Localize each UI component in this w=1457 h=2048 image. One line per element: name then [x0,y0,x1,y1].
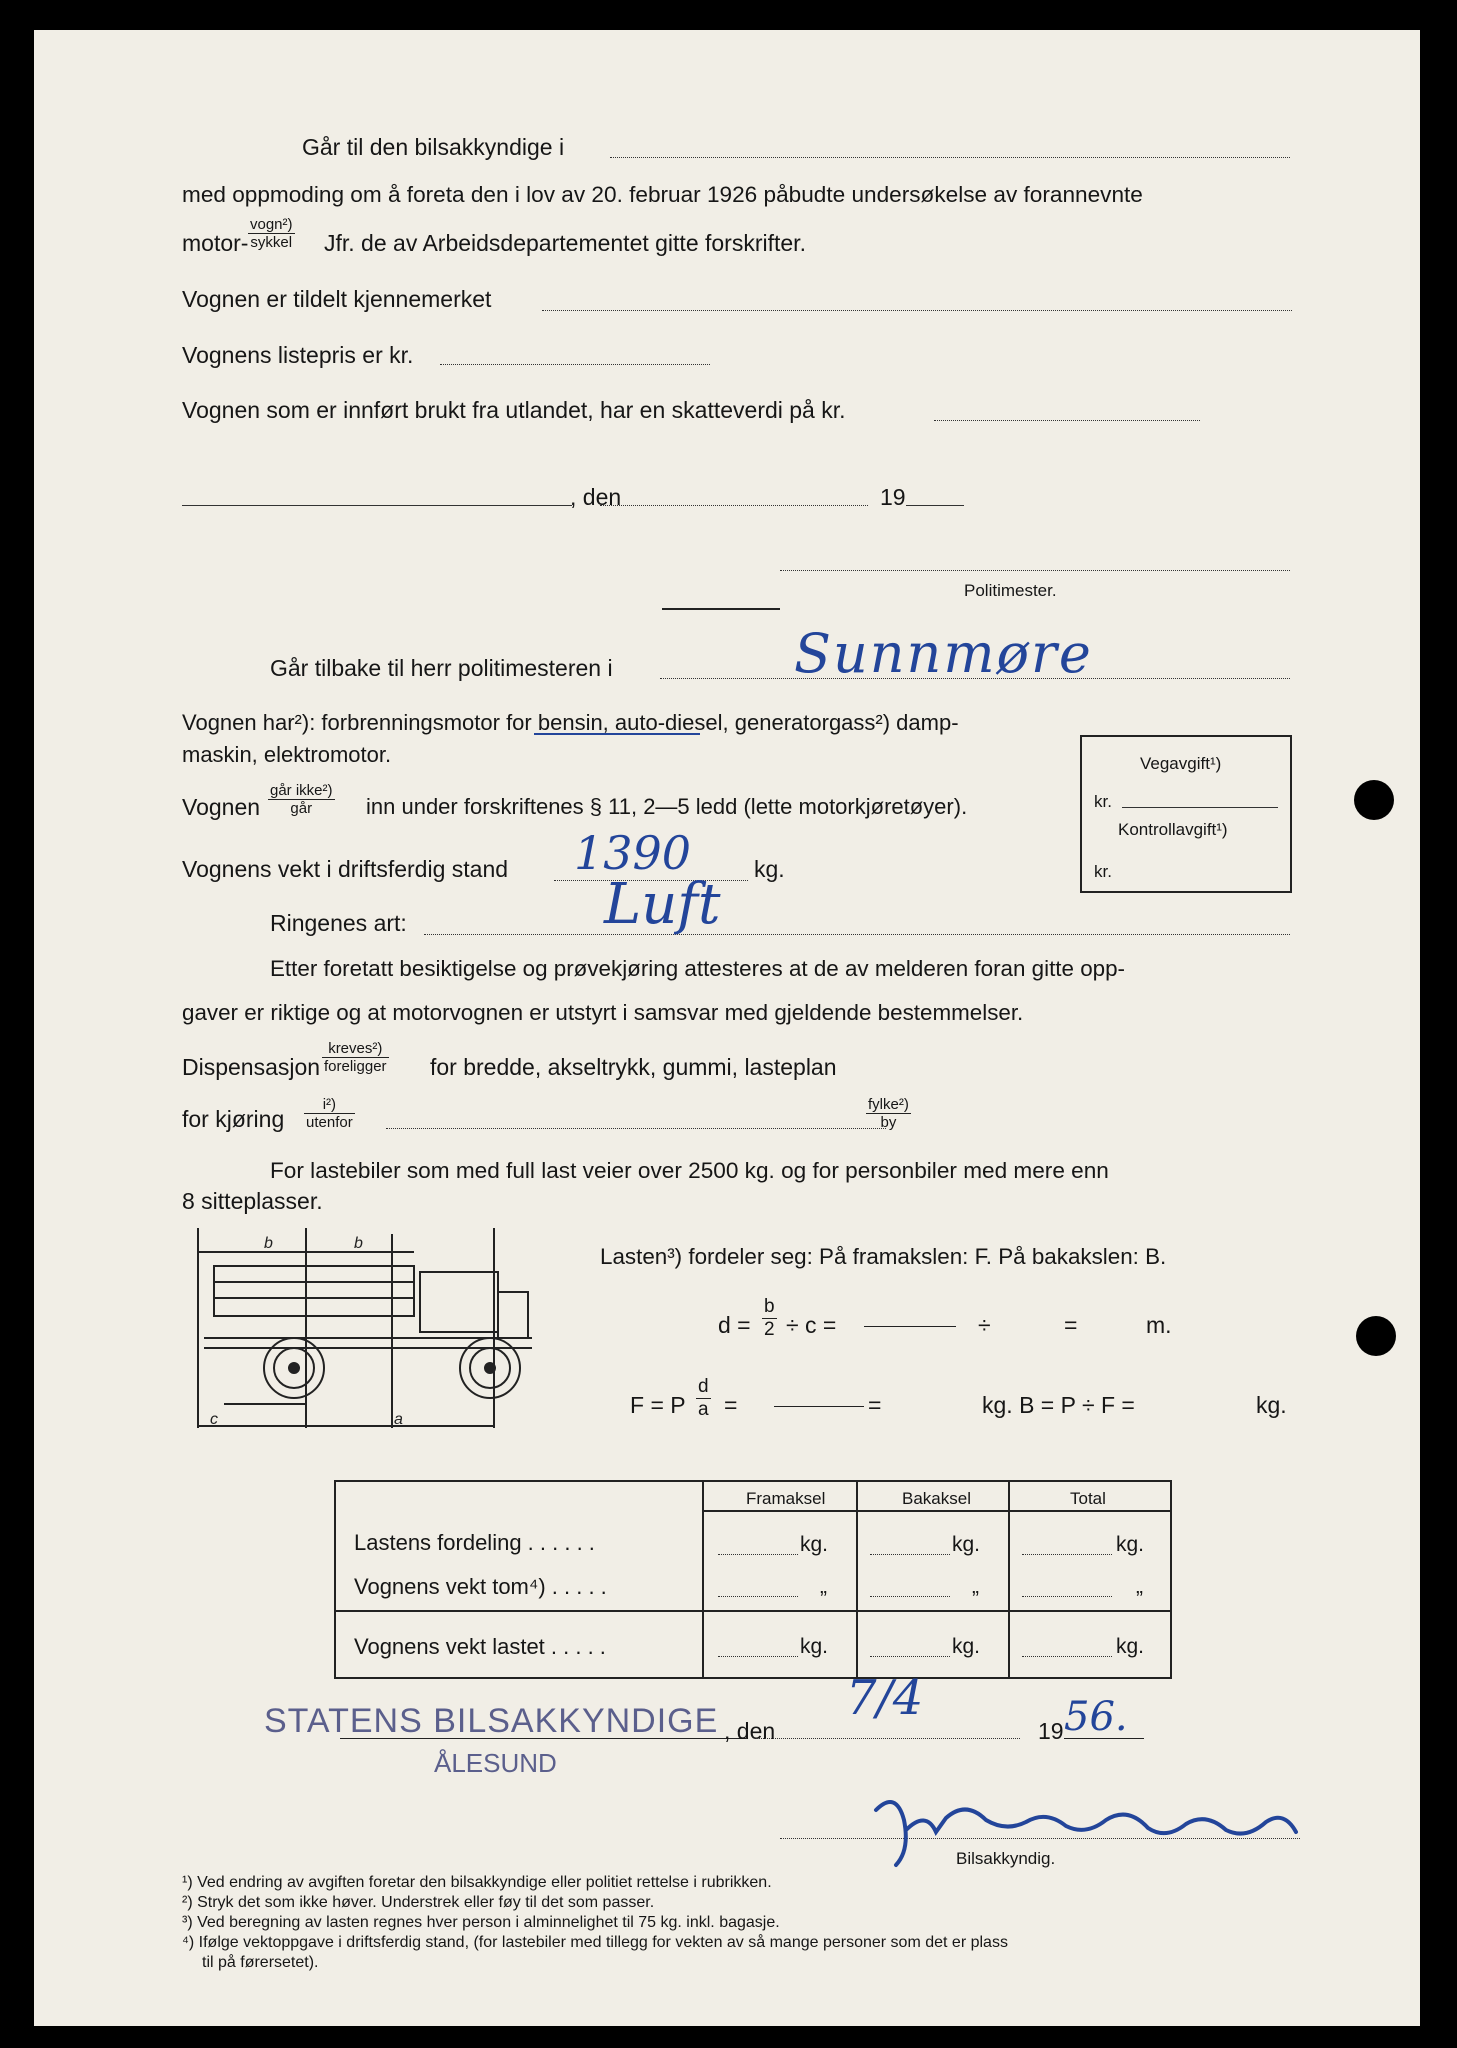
line-skatteverdi: Vognen som er innført brukt fra utlandet, har en skatteverdi på kr. [182,397,846,423]
handwritten-weight: 1390 [574,826,692,880]
line-attest-2: gaver er riktige og at motorvognen er utstyrt i samsvar med gjeldende bestemmelser. [182,1000,1024,1025]
field-skatteverdi[interactable] [934,420,1200,421]
d-equals: = [1064,1312,1078,1338]
line-listepris: Vognens listepris er kr. [182,342,414,368]
bilsakkyndig-label: Bilsakkyndig. [956,1849,1056,1868]
d-divide: ÷ [978,1312,991,1338]
vekt-label: Vognens vekt i driftsferdig stand [182,856,509,882]
kg-b: kg. B = P ÷ F = [982,1392,1135,1418]
footnote-2: ²) Stryk det som ikke høver. Understrek eller føy til det som passer. [182,1894,655,1911]
footnote-1: ¹) Ved endring av avgiften foretar den bilsakkyndige eller politiet rettelse i rubrikken. [182,1874,772,1891]
cell-field[interactable] [718,1596,798,1597]
line-oppmoding: med oppmoding om å foreta den i lov av 20. februar 1926 påbudte undersøkelse av forannevnte [182,182,1143,207]
svg-text:b: b [264,1235,273,1252]
line-kjennemerke: Vognen er tildelt kjennemerket [182,286,492,312]
gar-fraction: går ikke²) går [270,782,333,817]
d-blank-1[interactable] [864,1326,956,1327]
b-over-2-fraction: $\frac{b}{2}$ [764,1296,775,1340]
field-year[interactable] [906,505,964,506]
cell-unit: kg. [800,1533,829,1556]
weight-table [334,1480,1172,1679]
cell-unit: kg. [1116,1635,1145,1658]
row-divider [336,1610,1170,1612]
field-bilsakkyndige[interactable] [610,157,1290,158]
line-bilsakkyndige: Går til den bilsakkyndige i [302,134,565,160]
cell-unit: „ [972,1575,979,1598]
footnote-4: ⁴) Ifølge vektoppgave i driftsferdig stand, (for lastebiler med tillegg for vekten av så mange personer som det er plass [182,1934,1008,1951]
field-place-bottom[interactable] [340,1738,746,1739]
field-date[interactable] [600,505,868,506]
cell-field[interactable] [718,1554,798,1555]
field-place[interactable] [182,505,572,506]
footnote-5: til på førersetet). [202,1954,319,1971]
kjoring-prefix: for kjøring [182,1106,285,1132]
line-attest-1: Etter foretatt besiktigelse og prøvekjøring attesteres at de av melderen foran gitte opp- [270,956,1126,981]
row-label-lastens: Lastens fordeling . . . . . . [354,1530,595,1555]
signature [866,1770,1306,1880]
cell-unit: kg. [952,1533,981,1556]
den-label-bottom: , den [724,1718,776,1744]
disp-fraction: kreves²) foreligger [324,1040,387,1075]
footnote-3: ³) Ved beregning av lasten regnes hver person i alminnelighet til 75 kg. inkl. bagasje. [182,1914,780,1931]
header-bakaksel: Bakaksel [902,1489,971,1508]
punch-hole [1356,1316,1396,1356]
field-kjoring[interactable] [386,1128,886,1129]
punch-hole [1354,780,1394,820]
field-date-bottom[interactable] [756,1738,1020,1739]
kg-end: kg. [1256,1392,1287,1418]
lasten-line: Lasten³) fordeler seg: På framakslen: F. På bakakslen: B. [600,1244,1167,1269]
d-unit: m. [1146,1312,1172,1338]
motor-fraction: vogn²) sykkel [250,216,293,251]
header-framaksel: Framaksel [746,1489,826,1508]
cell-unit: kg. [1116,1533,1145,1556]
disp-suffix: for bredde, akseltrykk, gummi, lasteplan [430,1054,837,1080]
vognen-gar-prefix: Vognen [182,794,261,820]
cell-field[interactable] [870,1596,950,1597]
cell-unit: kg. [800,1635,829,1658]
motor-suffix: Jfr. de av Arbeidsdepartementet gitte forskrifter. [324,230,806,256]
year-prefix-bottom: 19 [1038,1718,1064,1744]
svg-text:b: b [354,1235,363,1252]
stamp-line-1: STATENS BILSAKKYNDIGE [264,1702,719,1740]
separator [662,608,780,610]
form-page [34,30,1420,2026]
field-ringer[interactable] [424,934,1290,935]
field-vegavgift[interactable] [1122,807,1278,808]
cell-unit: „ [820,1575,827,1598]
cell-unit: „ [1136,1575,1143,1598]
d-over-a-fraction: $\frac{d}{a}$ [698,1376,709,1420]
year-prefix: 19 [880,484,906,510]
d-lhs: d = [718,1312,751,1338]
f-eq2: = [868,1392,882,1418]
politimester-label: Politimester. [964,581,1057,600]
cell-field[interactable] [1022,1554,1112,1555]
line-lastebil-1: For lastebiler som med full last veier over 2500 kg. og for personbiler med mere enn [270,1158,1109,1183]
line-tilbake: Går tilbake til herr politimesteren i [270,655,613,681]
fee-kr-2: kr. [1094,862,1112,881]
cell-field[interactable] [1022,1596,1112,1597]
f-blank[interactable] [774,1406,864,1407]
line-vognen-har: Vognen har²): forbrenningsmotor for bensin, auto-diesel, generatorgass²) damp- [182,710,959,735]
stamp-line-2: ÅLESUND [434,1748,557,1778]
svg-text:a: a [394,1411,403,1428]
den-label: , den [570,484,622,510]
vegavgift-label: Vegavgift¹) [1140,754,1222,773]
truck-diagram [184,1218,554,1458]
cell-field[interactable] [870,1554,950,1555]
motor-prefix: motor- [182,230,249,256]
field-listepris[interactable] [440,364,710,365]
vekt-unit: kg. [754,856,785,882]
line-lastebil-2: 8 sitteplasser. [182,1188,323,1214]
kjoring-fraction: i²) utenfor [306,1096,353,1131]
d-rest: ÷ c = [786,1312,837,1338]
field-politimester-signature[interactable] [780,570,1290,571]
line-maskin: maskin, elektromotor. [182,742,392,767]
header-total: Total [1070,1489,1106,1508]
fylke-fraction: fylke²) by [868,1096,909,1131]
handwritten-date: 7/4 [846,1670,924,1726]
handwritten-tyres: Luft [604,872,721,937]
cell-field[interactable] [718,1656,798,1657]
fee-kr-1: kr. [1094,792,1112,811]
vognen-gar-suffix: inn under forskriftenes § 11, 2—5 ledd (lette motorkjøretøyer). [366,794,968,819]
cell-field[interactable] [870,1656,950,1657]
pen-underline [534,733,700,735]
disp-prefix: Dispensasjon [182,1054,321,1080]
field-kjennemerke[interactable] [542,310,1292,311]
row-label-tom: Vognens vekt tom⁴) . . . . . [354,1574,607,1599]
cell-unit: kg. [952,1635,981,1658]
row-label-lastet: Vognens vekt lastet . . . . . [354,1634,606,1659]
ringer-label: Ringenes art: [270,910,407,936]
fee-box [1080,735,1292,893]
svg-text:c: c [210,1411,218,1428]
f-lhs: F = P [630,1392,686,1418]
f-eq: = [724,1392,738,1418]
kontrollavgift-label: Kontrollavgift¹) [1118,820,1228,839]
cell-field[interactable] [1022,1656,1112,1657]
handwritten-year: 56. [1064,1694,1128,1740]
handwritten-district: Sunnmøre [794,622,1093,685]
